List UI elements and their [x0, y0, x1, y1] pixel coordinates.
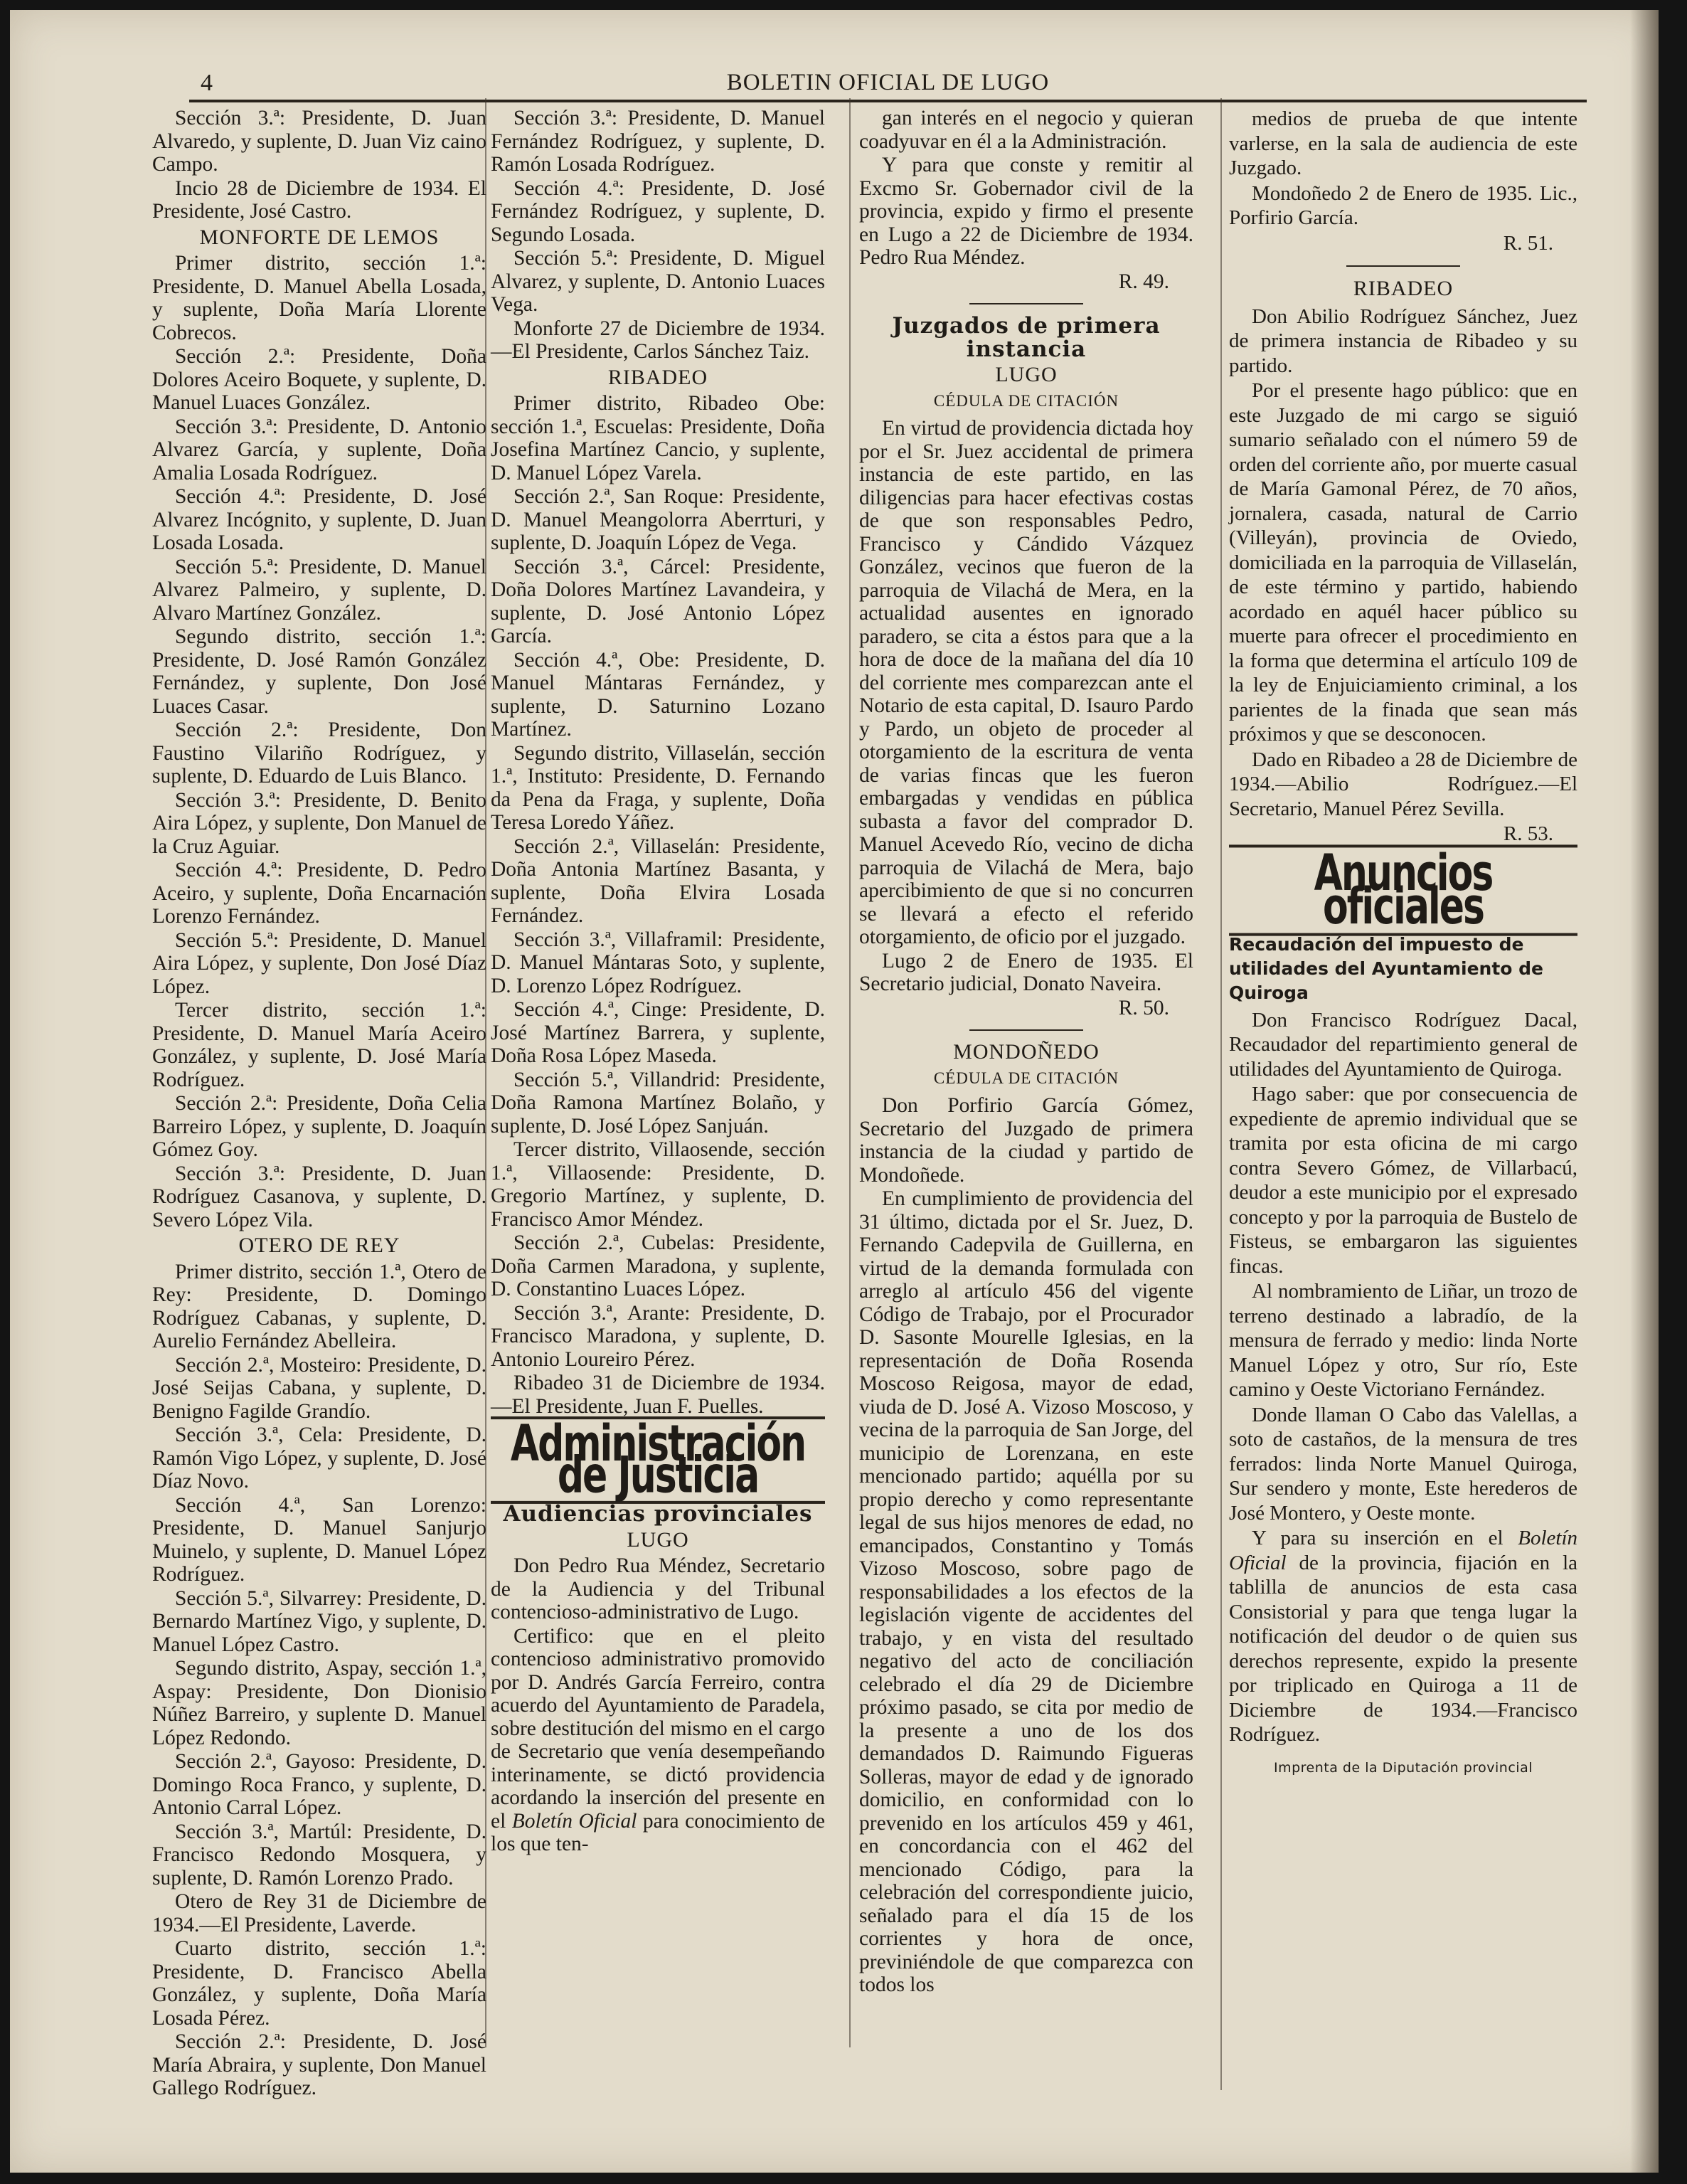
heading-lugo: LUGO — [627, 1527, 689, 1552]
paragraph: Sección 3.ª, Martúl: Presidente, D. Francisco Redondo Mosquera, y suplente, D. Ramón Lorenzo Prado. — [152, 1820, 486, 1889]
paragraph: Sección 3.ª: Presidente, D. Juan Alvaredo, y suplente, D. Juan Viz caino Campo. — [152, 107, 486, 176]
section-heading-monforte: MONFORTE DE LEMOS — [199, 225, 440, 249]
paragraph: Sección 3.ª: Presidente, D. Antonio Alvarez García, y suplente, Doña Amalia Losada Rodríguez. — [152, 415, 486, 484]
paragraph: Ribadeo 31 de Diciembre de 1934.—El Presidente, Juan F. Puelles. — [491, 1372, 825, 1418]
reference-number: R. 49. — [1118, 270, 1169, 293]
paragraph: Segundo distrito, sección 1.ª: Presidente, D. José Ramón González Fernández, y suplente, Don José Luaces Casar. — [152, 625, 486, 718]
running-title: BOLETIN OFICIAL DE LUGO — [726, 70, 1050, 95]
separator — [1346, 265, 1460, 267]
separator — [969, 303, 1083, 304]
paragraph: Otero de Rey 31 de Diciembre de 1934.—El Presidente, Laverde. — [152, 1890, 486, 1936]
text: Y para su inserción en el — [1252, 1527, 1504, 1549]
column-rule — [1220, 98, 1222, 2090]
heading-audiencias: Audiencias provinciales — [503, 1501, 813, 1527]
paragraph: Monforte 27 de Diciembre de 1934.—El Presidente, Carlos Sánchez Taiz. — [491, 317, 825, 363]
paragraph: Y para que conste y remitir al Excmo Sr. Gobernador civil de la provincia, expido y firmo el presente en Lugo a 22 de Diciembre de 1934. Pedro Rua Méndez. — [859, 154, 1193, 269]
column-rule — [849, 98, 851, 2047]
paragraph — [491, 1625, 825, 1856]
paragraph: Donde llaman O Cabo das Valellas, a soto de castaños, de la mensura de tres ferrados: linda Norte Manuel Quiroga, Sur sendero y monte, Este herederos de José Montero, y Oeste monte. — [1229, 1403, 1577, 1525]
paragraph: Sección 5.ª, Villandrid: Presidente, Doña Ramona Martínez Bolaño, y suplente, D. José López Sanjuán. — [491, 1068, 825, 1138]
column-4 — [1229, 107, 1577, 2141]
section-heading-ribadeo: RIBADEO — [607, 365, 708, 389]
paragraph: Incio 28 de Diciembre de 1934. El Presidente, José Castro. — [152, 176, 486, 223]
paragraph: Sección 2.ª, Mosteiro: Presidente, D. José Seijas Cabana, y suplente, D. Benigno Fagilde Grandío. — [152, 1353, 486, 1423]
paragraph: Sección 3.ª: Presidente, D. Benito Aira López, y suplente, Don Manuel de la Cruz Aguiar. — [152, 788, 486, 858]
separator — [969, 1029, 1083, 1031]
banner-administracion-justicia: Administración de Justicia — [491, 1416, 825, 1504]
italic-text: Boletín Oficial — [511, 1809, 637, 1833]
column-2 — [491, 107, 825, 2042]
paragraph: Sección 4.ª: Presidente, D. Pedro Aceiro, y suplente, Doña Encarnación Lorenzo Fernández. — [152, 859, 486, 928]
heading-mondonedo: MONDOÑEDO — [953, 1040, 1100, 1064]
heading-juzgados: Juzgados de primera instancia — [892, 313, 1161, 362]
paragraph: Tercer distrito, Villaosende, sección 1.ª, Villaosende: Presidente, D. Gregorio Martínez, y suplente, D. Francisco Amor Méndez. — [491, 1138, 825, 1231]
paragraph: gan interés en el negocio y quieran coadyuvar en él a la Administración. — [859, 107, 1193, 153]
paragraph: Don Francisco Rodríguez Dacal, Recaudador del repartimiento general de utilidades del Ayuntamiento de Quiroga. — [1229, 1008, 1577, 1081]
heading-lugo: LUGO — [995, 363, 1058, 386]
paragraph: Sección 2.ª, Cubelas: Presidente, Doña Carmen Maradona, y suplente, D. Constantino Luaces López. — [491, 1231, 825, 1300]
banner-anuncios-oficiales: Anuncios oficiales — [1229, 844, 1577, 935]
paragraph: Primer distrito, sección 1.ª, Otero de Rey: Presidente, D. Domingo Rodríguez Cabanas, y suplente, D. Aurelio Fernández Abelleira. — [152, 1260, 486, 1352]
paragraph: Sección 3.ª, Cela: Presidente, D. Ramón Vigo López, y suplente, D. José Díaz Novo. — [152, 1424, 486, 1493]
paragraph: Primer distrito, Ribadeo Obe: sección 1.ª, Escuelas: Presidente, Doña Josefina Martínez Cancio, y suplente, D. Manuel López Varela. — [491, 392, 825, 484]
text: para conocimiento de los que ten- — [491, 1809, 826, 1855]
paragraph: Sección 2.ª, Villaselán: Presidente, Doña Antonia Martínez Basanta, y suplente, Doña Elvira Losada Fernández. — [491, 834, 825, 927]
italic-text: Boletín Oficial — [1229, 1527, 1578, 1574]
paragraph: medios de prueba de que intente varlerse, en la sala de audiencia de este Juzgado. — [1229, 107, 1577, 179]
reference-number: R. 51. — [1503, 231, 1553, 255]
paragraph: Sección 4.ª, San Lorenzo: Presidente, D. Manuel Sanjurjo Muinelo, y suplente, D. Manuel López Rodríguez. — [152, 1493, 486, 1586]
paragraph: Hago saber: que por consecuencia de expediente de apremio individual que se tramita por esta oficina de mi cargo contra Severo Gómez, de Villarbacú, deudor a este municipio por el expresado concepto y por la parroquia de Bustelo de Fisteus, se embargaron las siguientes fincas. — [1229, 1083, 1577, 1278]
reference-number: R. 50. — [1118, 996, 1169, 1019]
page-edge-shadow — [1630, 10, 1659, 2173]
paragraph: Don Abilio Rodríguez Sánchez, Juez de primera instancia de Ribadeo y su partido. — [1229, 304, 1577, 377]
paragraph: Sección 5.ª, Silvarrey: Presidente, D. Bernardo Martínez Vigo, y suplente, D. Manuel López Castro. — [152, 1586, 486, 1656]
paragraph: Dado en Ribadeo a 28 de Diciembre de 1934.—Abilio Rodríguez.—El Secretario, Manuel Pérez Sevilla. — [1229, 748, 1577, 820]
section-heading-otero: OTERO DE REY — [238, 1234, 400, 1257]
paragraph: Don Pedro Rua Méndez, Secretario de la Audiencia y del Tribunal contencioso-administrativo de Lugo. — [491, 1554, 825, 1623]
paragraph: En cumplimiento de providencia del 31 último, dictada por el Sr. Juez, D. Fernando Cadepvila de Guillerna, en virtud de la demanda formulada con arreglo al artículo 456 del vigente Código de Trabajo, por el Procurador D. Sasonte Mourelle Iglesias, en la representación de Doña Rosenda Moscoso Reigosa, mayor de edad, viuda de D. José A. Vizoso Moscoso, y vecina de la parroquia de San Jorge, del municipio de Lorenzana, en este mencionado partido; aquélla por su propio derecho y como representante legal de sus hijos menores de edad, no emancipados, Constantino y Tomás Vizoso Moscoso, sobre pago de responsabilidades a los efectos de la legislación vigente de accidentes del trabajo, y en vista del resultado negativo del acto de conciliación celebrado el día 29 de Diciembre próximo pasado, se cita por medio de la presente a uno de los dos demandados D. Raimundo Figueras Solleras, mayor de edad y de ignorado domicilio, en conformidad con lo prevenido en los artículos 459 y 461, en concordancia con el 462 del mencionado Código, para la celebración del correspondiente juicio, señalado para el día 15 de los corrientes y hora de once, previniéndole de que comparezca con todos los — [859, 1187, 1193, 1996]
paragraph: Sección 3.ª: Presidente, D. Manuel Fernández Rodríguez, y suplente, D. Ramón Losada Rodríguez. — [491, 107, 825, 176]
paragraph: Sección 2.ª, Gayoso: Presidente, D. Domingo Roca Franco, y suplente, D. Antonio Carral López. — [152, 1750, 486, 1819]
paragraph: Segundo distrito, Villaselán, sección 1.ª, Instituto: Presidente, D. Fernando da Pena da Fraga, y suplente, Doña Teresa Loredo Yáñez. — [491, 741, 825, 834]
printer-imprint: Imprenta de la Diputación provincial — [1273, 1759, 1533, 1776]
paragraph: Mondoñedo 2 de Enero de 1935. Lic., Porfirio García. — [1229, 181, 1577, 229]
paragraph: Sección 3.ª, Villaframil: Presidente, D. Manuel Mántaras Soto, y suplente, D. Lorenzo López Rodríguez. — [491, 928, 825, 997]
paragraph: Sección 3.ª: Presidente, D. Juan Rodríguez Casanova, y suplente, D. Severo López Vila. — [152, 1162, 486, 1231]
paragraph: Primer distrito, sección 1.ª: Presidente, D. Manuel Abella Losada, y suplente, Doña María Llorente Cobrecos. — [152, 252, 486, 344]
subheading-cedula: CÉDULA DE CITACIÓN — [933, 1069, 1119, 1087]
paragraph: Sección 4.ª, Obe: Presidente, D. Manuel Mántaras Fernández, y suplente, D. Saturnino Lozano Martínez. — [491, 648, 825, 741]
paragraph: Sección 4.ª: Presidente, D. José Fernández Rodríguez, y suplente, D. Segundo Losada. — [491, 176, 825, 246]
paragraph: Sección 4.ª: Presidente, D. José Alvarez Incógnito, y suplente, D. Juan Losada Losada. — [152, 485, 486, 554]
paragraph: Sección 2.ª, San Roque: Presidente, D. Manuel Meangolorra Aberrturi, y suplente, D. Joaquín López de Vega. — [491, 485, 825, 554]
paragraph: Sección 5.ª: Presidente, D. Manuel Aira López, y suplente, Don José Díaz López. — [152, 928, 486, 998]
paragraph: Lugo 2 de Enero de 1935. El Secretario judicial, Donato Naveira. — [859, 949, 1193, 995]
paragraph — [1229, 1526, 1577, 1747]
heading-ribadeo: RIBADEO — [1353, 277, 1454, 300]
paragraph: Sección 3.ª, Arante: Presidente, D. Francisco Maradona, y suplente, D. Antonio Loureiro Pérez. — [491, 1301, 825, 1371]
paragraph: Sección 5.ª: Presidente, D. Miguel Alvarez, y suplente, D. Antonio Luaces Vega. — [491, 247, 825, 316]
paragraph: Sección 4.ª, Cinge: Presidente, D. José Martínez Barrera, y suplente, Doña Rosa López Maseda. — [491, 998, 825, 1067]
paragraph: Sección 3.ª, Cárcel: Presidente, Doña Dolores Martínez Lavandeira, y suplente, D. José Antonio López García. — [491, 555, 825, 647]
paragraph: Tercer distrito, sección 1.ª: Presidente, D. Manuel María Aceiro González, y suplente, D. José María Rodríguez. — [152, 999, 486, 1091]
paragraph: Cuarto distrito, sección 1.ª: Presidente, D. Francisco Abella González, y suplente, Doña María Losada Pérez. — [152, 1937, 486, 2030]
text: Certifico: que en el pleito contencioso administrativo promovido por D. Andrés García Ferreiro, contra acuerdo del Ayuntamiento de Paradela, sobre destitución del mismo en el cargo de Secretario que venía desempeñando interinamente, se dictó providencia acordando la inserción del presente en el — [491, 1624, 825, 1833]
paragraph: Al nombramiento de Liñar, un trozo de terreno destinado a labradío, de la mensura de ferrado y medio: linda Norte Manuel López y otro, Sur río, Este camino y Oeste Victoriano Fernández. — [1229, 1280, 1577, 1401]
paragraph: Sección 2.ª: Presidente, Don Faustino Vilariño Rodríguez, y suplente, D. Eduardo de Luis Blanco. — [152, 719, 486, 788]
subheading-recaudacion: Recaudación del impuesto de utilidades del Ayuntamiento de Quiroga — [1229, 933, 1544, 1003]
paragraph: Sección 2.ª: Presidente, D. José María Abraira, y suplente, Don Manuel Gallego Rodríguez. — [152, 2030, 486, 2099]
column-1 — [152, 107, 486, 2099]
paragraph: En virtud de providencia dictada hoy por el Sr. Juez accidental de primera instancia de este partido, en las diligencias para hacer efectivas costas de que son responsables Pedro, Francisco y Cándido Vázquez González, vecinos que fueron de la parroquia de Vilachá de Mera, en la actualidad ausentes en ignorado paradero, se cita a éstos para que a la hora de doce de la mañana del día 10 del corriente mes comparezcan ante el Notario de esta capital, D. Isauro Pardo y Pardo, un objeto de proceder al otorgamiento de la escritura de venta de varias fincas que les fueron embargadas y vendidas en pública subasta a favor del comprador D. Manuel Acevedo Río, vecino de dicha parroquia de Vilachá de Mera, bajo apercibimiento de que si no concurren se llevará a efecto el referido otorgamiento, de oficio por el juzgado. — [859, 417, 1193, 948]
paragraph: Segundo distrito, Aspay, sección 1.ª, Aspay: Presidente, Don Dionisio Núñez Barreiro, y suplente D. Manuel López Redondo. — [152, 1657, 486, 1749]
subheading-cedula: CÉDULA DE CITACIÓN — [933, 391, 1119, 410]
paragraph: Sección 2.ª: Presidente, Doña Dolores Aceiro Boquete, y suplente, D. Manuel Luaces González. — [152, 345, 486, 414]
paragraph: Sección 5.ª: Presidente, D. Manuel Alvarez Palmeiro, y suplente, D. Alvaro Martínez González. — [152, 555, 486, 625]
text: de la provincia, fijación en la tablilla de anuncios de esta casa Consistorial y para que tenga lugar la notificación del deudor o de quien sus derechos represente, expido la presente por triplicado en Quiroga a 11 de Diciembre de 1934.—Francisco Rodríguez. — [1229, 1551, 1578, 1746]
paragraph: Don Porfirio García Gómez, Secretario del Juzgado de primera instancia de la ciudad y partido de Mondoñede. — [859, 1094, 1193, 1187]
reference-number: R. 53. — [1503, 822, 1553, 845]
paragraph: Sección 2.ª: Presidente, Doña Celia Barreiro López, y suplente, D. Joaquín Gómez Goy. — [152, 1092, 486, 1161]
column-3 — [859, 107, 1193, 2042]
paragraph: Por el presente hago público: que en este Juzgado de mi cargo se siguió sumario señalado con el número 59 de orden del corriente año, por muerte casual de María Gamonal Pérez, de 70 años, jornalera, casada, natural de Carrio (Villeyán), provincia de Oviedo, domiciliada en la parroquia de Villaselán, de este término y partido, habiendo acordado en aquél hacer público su muerte para ofrecer el procedimiento en la forma que determina el artículo 109 de la ley de Enjuiciamiento criminal, a los parientes de la finada que sean más próximos y que se desconocen. — [1229, 379, 1577, 746]
page-header — [189, 67, 1587, 102]
page-number: 4 — [201, 70, 213, 96]
